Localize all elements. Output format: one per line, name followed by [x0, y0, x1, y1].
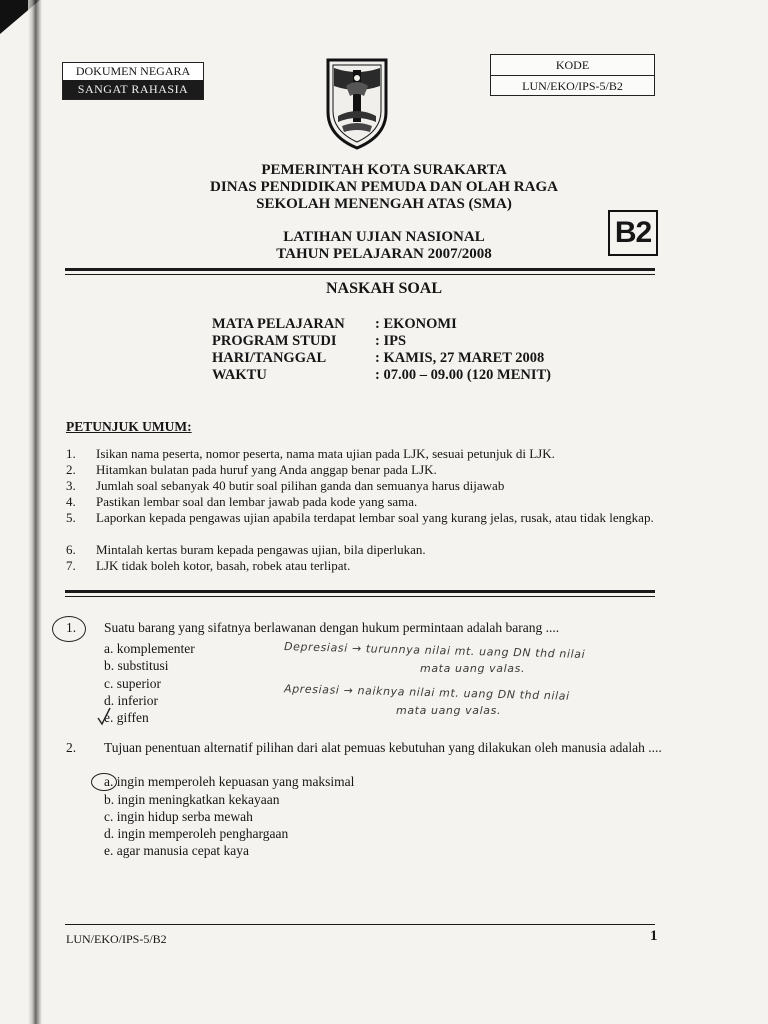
handwritten-note-depresiasi: Depresiasi → turunnya nilai mt. uang DN thd nilai [283, 640, 586, 661]
classification-line-2: SANGAT RAHASIA [63, 80, 203, 99]
handwritten-note-depresiasi-cont: mata uang valas. [420, 662, 526, 675]
instruction-text: Hitamkan bulatan pada huruf yang Anda anggap benar pada LJK. [96, 462, 437, 477]
handwritten-note-apresiasi-cont: mata uang valas. [396, 704, 502, 717]
handwritten-note-apresiasi: Apresiasi → naiknya nilai mt. uang DN thd nilai [283, 682, 570, 703]
kode-box [490, 54, 655, 96]
instruction-number: 6. [66, 542, 76, 557]
header-rule-thin [65, 274, 655, 275]
info-key: WAKTU [212, 367, 267, 383]
instruction-text: Isikan nama peserta, nomor peserta, nama mata ujian pada LJK, sesuai petunjuk di LJK. [96, 446, 555, 461]
question-number: 1. [66, 620, 77, 635]
exam-title-line-2: TAHUN PELAJARAN 2007/2008 [276, 246, 492, 262]
answer-option: c. superior [104, 676, 161, 691]
header-rule-thick [65, 268, 655, 271]
footer-rule [65, 924, 655, 925]
kode-value: LUN/EKO/IPS-5/B2 [491, 75, 654, 96]
question-1 [66, 620, 666, 730]
answer-option: e. giffen [104, 710, 149, 725]
question-number: 2. [66, 740, 77, 755]
instruction-number: 5. [66, 510, 76, 525]
page-number: 1 [650, 928, 658, 944]
info-value: : IPS [375, 333, 407, 349]
info-key: PROGRAM STUDI [212, 333, 337, 349]
question-stem: Tujuan penentuan alternatif pilihan dari alat pemuas kebutuhan yang dilakukan oleh manusia adalah .... [104, 740, 662, 755]
instruction-text: Jumlah soal sebanyak 40 butir soal pilihan ganda dan semuanya harus dijawab [96, 478, 505, 493]
footer-code: LUN/EKO/IPS-5/B2 [66, 932, 167, 946]
naskah-title: NASKAH SOAL [325, 280, 443, 297]
section-rule-thick [65, 590, 655, 593]
city-seal-emblem [324, 56, 390, 150]
info-key: MATA PELAJARAN [212, 316, 345, 332]
answer-option: a. komplementer [104, 641, 195, 656]
info-value: : EKONOMI [375, 316, 457, 332]
instruction-number: 7. [66, 558, 76, 573]
institution-line-2: DINAS PENDIDIKAN PEMUDA DAN OLAH RAGA [210, 179, 558, 195]
question-stem: Suatu barang yang sifatnya berlawanan dengan hukum permintaan adalah barang .... [104, 620, 560, 635]
instruction-number: 2. [66, 462, 76, 477]
answer-option: a. ingin memperoleh kepuasan yang maksimal [104, 774, 355, 789]
instruction-text: Mintalah kertas buram kepada pengawas ujian, bila diperlukan. [96, 542, 426, 557]
institution-line-3: SEKOLAH MENENGAH ATAS (SMA) [256, 196, 512, 212]
section-rule-thin [65, 596, 655, 597]
instruction-text: Laporkan kepada pengawas ujian apabila terdapat lembar soal yang kurang jelas, rusak, atau tidak lengkap. [96, 510, 654, 525]
classification-box [62, 62, 204, 100]
packet-code-badge: B2 [608, 210, 658, 256]
institution-line-1: PEMERINTAH KOTA SURAKARTA [261, 162, 507, 178]
instruction-number: 4. [66, 494, 76, 509]
instruction-number: 3. [66, 478, 76, 493]
answer-option: d. inferior [104, 693, 158, 708]
info-value: : KAMIS, 27 MARET 2008 [375, 350, 545, 366]
question-2 [66, 740, 666, 870]
kode-label: KODE [555, 58, 590, 72]
answer-option: b. substitusi [104, 658, 169, 673]
answer-option: e. agar manusia cepat kaya [104, 843, 250, 858]
answer-tick-mark [96, 706, 112, 726]
info-key: HARI/TANGGAL [212, 350, 327, 366]
instructions-title: PETUNJUK UMUM: [66, 419, 192, 434]
instruction-text: Pastikan lembar soal dan lembar jawab pada kode yang sama. [96, 494, 418, 509]
binder-edge [28, 0, 42, 1024]
answer-option: b. ingin meningkatkan kekayaan [104, 792, 280, 807]
instruction-number: 1. [66, 446, 76, 461]
info-value: : 07.00 – 09.00 (120 MENIT) [375, 367, 552, 383]
answer-option: d. ingin memperoleh penghargaan [104, 826, 289, 841]
classification-line-1: DOKUMEN NEGARA [63, 63, 203, 80]
instruction-text: LJK tidak boleh kotor, basah, robek atau terlipat. [96, 558, 351, 573]
answer-option: c. ingin hidup serba mewah [104, 809, 253, 824]
exam-title-line-1: LATIHAN UJIAN NASIONAL [283, 229, 485, 245]
